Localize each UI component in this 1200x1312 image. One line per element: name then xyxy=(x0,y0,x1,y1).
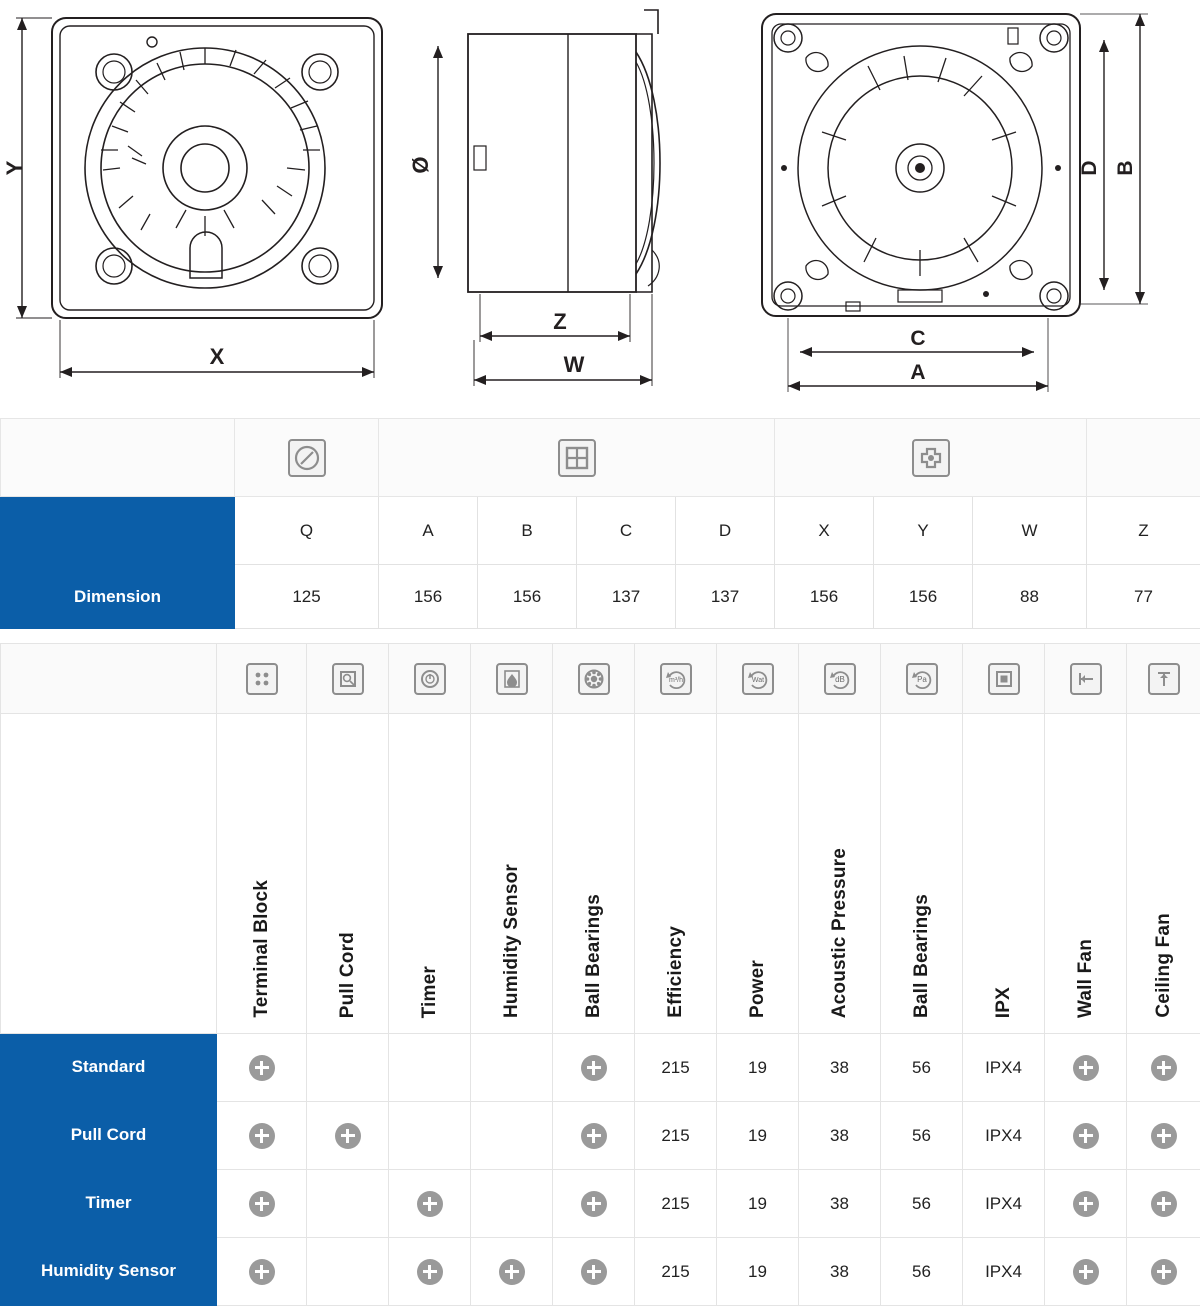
cell-humidity-10 xyxy=(1045,1238,1127,1306)
feature-col-0 xyxy=(217,714,307,1034)
table-row xyxy=(1,1170,1200,1238)
dim-icon-spacer-right xyxy=(1087,419,1200,497)
cell-timer-5: 215 xyxy=(635,1170,717,1238)
cell-pullcord-0 xyxy=(217,1102,307,1170)
svg-text:dB: dB xyxy=(834,674,845,684)
feature-col-2 xyxy=(389,714,471,1034)
cell-timer-1 xyxy=(307,1170,389,1238)
features-table xyxy=(0,643,1200,1306)
dimension-diameter xyxy=(433,46,443,278)
cell-pullcord-1 xyxy=(307,1102,389,1170)
feature-icon-cell-7 xyxy=(799,644,881,714)
ceiling-fan-icon xyxy=(1148,663,1180,695)
cell-pullcord-9: IPX4 xyxy=(963,1102,1045,1170)
pressure-pa-icon xyxy=(906,663,938,695)
feature-col-label-9: IPX xyxy=(992,986,1014,1018)
feature-col-8 xyxy=(881,714,963,1034)
dimension-letter-row xyxy=(1,497,1200,565)
cell-timer-0 xyxy=(217,1170,307,1238)
ipx-icon xyxy=(988,663,1020,695)
dimension-value-7: 88 xyxy=(973,565,1087,629)
cell-humidity-11 xyxy=(1127,1238,1200,1306)
feature-icon-cell-11 xyxy=(1127,644,1200,714)
dimension-letter-1: A xyxy=(379,497,478,565)
cell-standard-7: 38 xyxy=(799,1034,881,1102)
cell-pullcord-7: 38 xyxy=(799,1102,881,1170)
feature-col-1 xyxy=(307,714,389,1034)
plus-icon xyxy=(417,1191,443,1217)
cell-timer-2 xyxy=(389,1170,471,1238)
cell-standard-8: 56 xyxy=(881,1034,963,1102)
cell-pullcord-6: 19 xyxy=(717,1102,799,1170)
feature-col-label-11: Ceiling Fan xyxy=(1152,913,1174,1018)
cell-pullcord-5: 215 xyxy=(635,1102,717,1170)
dimension-letter-6: Y xyxy=(874,497,973,565)
feature-icon-cell-9 xyxy=(963,644,1045,714)
feature-col-6 xyxy=(717,714,799,1034)
cell-standard-4 xyxy=(553,1034,635,1102)
cell-timer-9: IPX4 xyxy=(963,1170,1045,1238)
cell-pullcord-4 xyxy=(553,1102,635,1170)
feature-col-label-3: Humidity Sensor xyxy=(500,864,522,1018)
feature-col-label-7: Acoustic Pressure xyxy=(828,847,850,1018)
plus-icon xyxy=(249,1055,275,1081)
feature-col-7 xyxy=(799,714,881,1034)
cell-humidity-4 xyxy=(553,1238,635,1306)
feature-col-9 xyxy=(963,714,1045,1034)
cell-pullcord-8: 56 xyxy=(881,1102,963,1170)
dimension-value-1: 156 xyxy=(379,565,478,629)
feature-col-label-4: Ball Bearings xyxy=(582,893,604,1018)
cell-humidity-9: IPX4 xyxy=(963,1238,1045,1306)
dimension-value-8: 77 xyxy=(1087,565,1200,629)
cell-standard-1 xyxy=(307,1034,389,1102)
dimension-letter-2: B xyxy=(478,497,577,565)
row-label-pull-cord: Pull Cord xyxy=(1,1102,217,1170)
dimension-group-mount xyxy=(775,419,1087,497)
dimension-value-0: 125 xyxy=(235,565,379,629)
dimension-letter-rowhead xyxy=(1,497,235,565)
humidity-sensor-icon xyxy=(496,663,528,695)
plus-icon xyxy=(1073,1055,1099,1081)
cell-pullcord-10 xyxy=(1045,1102,1127,1170)
pull-cord-icon xyxy=(332,663,364,695)
feature-icon-cell-6 xyxy=(717,644,799,714)
mount-cross-icon xyxy=(912,439,950,477)
feature-col-4 xyxy=(553,714,635,1034)
power-watt-icon xyxy=(742,663,774,695)
plus-icon xyxy=(249,1191,275,1217)
cell-standard-0 xyxy=(217,1034,307,1102)
ball-bearings-icon xyxy=(578,663,610,695)
cell-standard-11 xyxy=(1127,1034,1200,1102)
feature-col-11 xyxy=(1127,714,1200,1034)
feature-icon-cell-8 xyxy=(881,644,963,714)
dimension-value-4: 137 xyxy=(676,565,775,629)
plus-icon xyxy=(1151,1259,1177,1285)
feature-icon-cell-3 xyxy=(471,644,553,714)
dimension-letter-5: X xyxy=(775,497,874,565)
dimension-icon-row xyxy=(1,419,1200,497)
dimension-letter-7: W xyxy=(973,497,1087,565)
gauge-icon xyxy=(288,439,326,477)
cell-humidity-7: 38 xyxy=(799,1238,881,1306)
svg-text:m³/h: m³/h xyxy=(668,676,683,684)
svg-text:W: W xyxy=(563,352,585,377)
dimension-letter-4: D xyxy=(676,497,775,565)
plus-icon xyxy=(417,1259,443,1285)
dimension-table xyxy=(0,418,1200,629)
feature-col-10 xyxy=(1045,714,1127,1034)
svg-text:Wat: Wat xyxy=(751,676,764,684)
rear-view xyxy=(762,14,1080,316)
plus-icon xyxy=(581,1191,607,1217)
airflow-m3h-icon xyxy=(660,663,692,695)
plus-icon xyxy=(1073,1191,1099,1217)
plus-icon xyxy=(249,1259,275,1285)
cell-humidity-0 xyxy=(217,1238,307,1306)
feature-col-3 xyxy=(471,714,553,1034)
cell-humidity-1 xyxy=(307,1238,389,1306)
acoustic-db-icon xyxy=(824,663,856,695)
drawing-canvas xyxy=(0,0,1200,418)
cell-pullcord-2 xyxy=(389,1102,471,1170)
side-view xyxy=(468,10,660,292)
table-row xyxy=(1,1034,1200,1102)
cell-timer-3 xyxy=(471,1170,553,1238)
row-label-humidity-sensor: Humidity Sensor xyxy=(1,1238,217,1306)
features-icon-row xyxy=(1,644,1200,714)
dimension-group-grille xyxy=(379,419,775,497)
feature-icon-cell-5 xyxy=(635,644,717,714)
plus-icon xyxy=(581,1123,607,1149)
cell-standard-9: IPX4 xyxy=(963,1034,1045,1102)
grille-square-icon xyxy=(558,439,596,477)
plus-icon xyxy=(1151,1123,1177,1149)
feature-col-label-1: Pull Cord xyxy=(336,931,358,1018)
cell-pullcord-3 xyxy=(471,1102,553,1170)
cell-humidity-5: 215 xyxy=(635,1238,717,1306)
cell-timer-4 xyxy=(553,1170,635,1238)
cell-timer-11 xyxy=(1127,1170,1200,1238)
svg-text:Y: Y xyxy=(2,160,27,176)
features-label-row xyxy=(1,714,1200,1034)
feature-col-label-2: Timer xyxy=(418,965,440,1018)
timer-icon xyxy=(414,663,446,695)
feature-icon-cell-2 xyxy=(389,644,471,714)
plus-icon xyxy=(249,1123,275,1149)
table-row xyxy=(1,1238,1200,1306)
svg-text:X: X xyxy=(209,344,225,369)
svg-text:B: B xyxy=(1114,160,1137,176)
feature-col-label-0: Terminal Block xyxy=(250,880,272,1018)
technical-drawings xyxy=(0,0,1200,418)
feature-col-label-10: Wall Fan xyxy=(1074,938,1096,1018)
table-row xyxy=(1,1102,1200,1170)
feature-icon-cell-1 xyxy=(307,644,389,714)
dimension-value-2: 156 xyxy=(478,565,577,629)
wall-fan-icon xyxy=(1070,663,1102,695)
front-view xyxy=(52,18,382,318)
dimension-row-label: Dimension xyxy=(1,565,235,629)
feature-icon-cell-10 xyxy=(1045,644,1127,714)
dimension-value-5: 156 xyxy=(775,565,874,629)
cell-humidity-3 xyxy=(471,1238,553,1306)
terminal-block-icon xyxy=(246,663,278,695)
svg-text:Ø: Ø xyxy=(408,156,433,174)
cell-standard-3 xyxy=(471,1034,553,1102)
plus-icon xyxy=(581,1055,607,1081)
cell-standard-6: 19 xyxy=(717,1034,799,1102)
cell-timer-6: 19 xyxy=(717,1170,799,1238)
cell-timer-8: 56 xyxy=(881,1170,963,1238)
feature-icon-cell-0 xyxy=(217,644,307,714)
feature-col-label-6: Power xyxy=(746,959,768,1018)
row-label-timer: Timer xyxy=(1,1170,217,1238)
cell-timer-10 xyxy=(1045,1170,1127,1238)
svg-text:A: A xyxy=(910,361,926,384)
cell-standard-5: 215 xyxy=(635,1034,717,1102)
cell-humidity-6: 19 xyxy=(717,1238,799,1306)
svg-text:C: C xyxy=(910,327,926,350)
features-label-spacer xyxy=(1,714,217,1034)
dimension-letter-0: Q xyxy=(235,497,379,565)
dimension-value-3: 137 xyxy=(577,565,676,629)
feature-col-5 xyxy=(635,714,717,1034)
cell-standard-2 xyxy=(389,1034,471,1102)
feature-col-label-8: Ball Bearings xyxy=(910,893,932,1018)
svg-text:Pa: Pa xyxy=(916,674,927,684)
svg-text:Z: Z xyxy=(553,309,567,334)
dimension-group-gauge xyxy=(235,419,379,497)
features-icon-spacer xyxy=(1,644,217,714)
plus-icon xyxy=(499,1259,525,1285)
cell-pullcord-11 xyxy=(1127,1102,1200,1170)
dimension-value-6: 156 xyxy=(874,565,973,629)
feature-col-label-5: Efficiency xyxy=(664,926,686,1018)
plus-icon xyxy=(1151,1055,1177,1081)
cell-humidity-2 xyxy=(389,1238,471,1306)
dimension-letter-3: C xyxy=(577,497,676,565)
cell-humidity-8: 56 xyxy=(881,1238,963,1306)
dim-icon-spacer xyxy=(1,419,235,497)
dimension-letter-8: Z xyxy=(1087,497,1200,565)
plus-icon xyxy=(1151,1191,1177,1217)
cell-timer-7: 38 xyxy=(799,1170,881,1238)
plus-icon xyxy=(335,1123,361,1149)
dimension-b xyxy=(1080,14,1148,304)
feature-icon-cell-4 xyxy=(553,644,635,714)
plus-icon xyxy=(581,1259,607,1285)
row-label-standard: Standard xyxy=(1,1034,217,1102)
plus-icon xyxy=(1073,1259,1099,1285)
svg-text:D: D xyxy=(1078,160,1101,176)
dimension-value-row xyxy=(1,565,1200,629)
cell-standard-10 xyxy=(1045,1034,1127,1102)
plus-icon xyxy=(1073,1123,1099,1149)
